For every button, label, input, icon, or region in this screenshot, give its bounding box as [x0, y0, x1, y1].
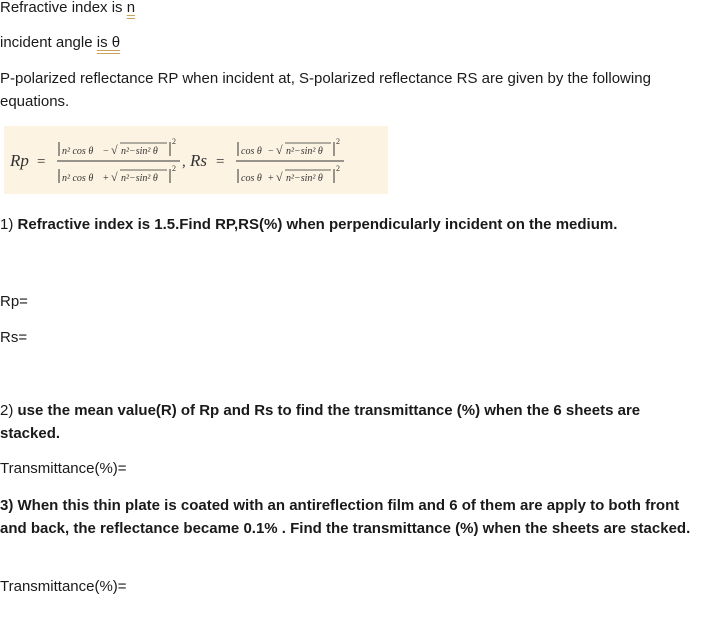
question-3: [0, 494, 700, 540]
rs-num-term-b: n²−sin² θ: [286, 146, 323, 157]
rs-den-term-a: cos θ: [241, 173, 262, 184]
rp-den-term-a: n² cos θ: [62, 173, 94, 184]
rp-num-minus: −: [103, 146, 109, 157]
symbol-theta: is θ: [96, 34, 121, 51]
rs-den-term-b: n²−sin² θ: [286, 173, 323, 184]
rs-num-minus: −: [268, 146, 274, 157]
rp-num-sqrt: √: [111, 143, 118, 157]
reflectance-equation: [4, 126, 388, 194]
rp-den-exp: 2: [172, 164, 176, 173]
transmittance-answer-2: Transmittance(%)=: [0, 578, 127, 595]
intro-paragraph: P-polarized reflectance RP when incident at, S-polarized reflectance RS are given by the following equations.: [0, 70, 651, 110]
rp-num-term-b: n²−sin² θ: [121, 146, 158, 157]
question-2-number: 2): [0, 402, 18, 419]
question-2: [0, 399, 700, 445]
rp-num-term-a: n² cos θ: [62, 146, 94, 157]
rs-num-exp: 2: [336, 137, 340, 146]
rp-label: Rp: [10, 151, 29, 170]
incident-angle-line: incident angle is θ: [0, 34, 121, 51]
question-3-text: When this thin plate is coated with an antireflection film and 6 of them are apply to both front and back, the reflectance became 0.1% . Find the transmittance (%) when the sheets are stacked.: [0, 497, 691, 537]
rs-num-term-a: cos θ: [241, 146, 262, 157]
rs-den-plus: +: [268, 173, 274, 184]
rs-equals: =: [216, 154, 225, 170]
rs-den-sqrt: √: [276, 170, 283, 184]
question-3-number: 3): [0, 497, 18, 514]
eq-comma: ,: [182, 154, 186, 170]
rp-den-sqrt: √: [111, 170, 118, 184]
rs-num-sqrt: √: [276, 143, 283, 157]
rp-den-term-b: n²−sin² θ: [121, 173, 158, 184]
rp-equals: =: [37, 154, 46, 170]
rp-num-exp: 2: [172, 137, 176, 146]
question-1-text: Refractive index is 1.5.Find RP,RS(%) when perpendicularly incident on the medium.: [17, 216, 618, 233]
rs-answer-label: Rs=: [0, 329, 28, 346]
question-1: [0, 215, 617, 235]
symbol-n: n: [126, 0, 136, 16]
rp-den-plus: +: [103, 173, 109, 184]
rs-den-exp: 2: [336, 164, 340, 173]
transmittance-answer-1: Transmittance(%)=: [0, 460, 127, 477]
refractive-index-line: Refractive index is n: [0, 0, 136, 16]
question-1-number: 1): [0, 216, 18, 233]
rp-answer-label: Rp=: [0, 293, 28, 310]
question-2-text: use the mean value(R) of Rp and Rs to find the transmittance (%) when the 6 sheets are stacked.: [0, 402, 641, 442]
rs-label: Rs: [190, 151, 207, 170]
